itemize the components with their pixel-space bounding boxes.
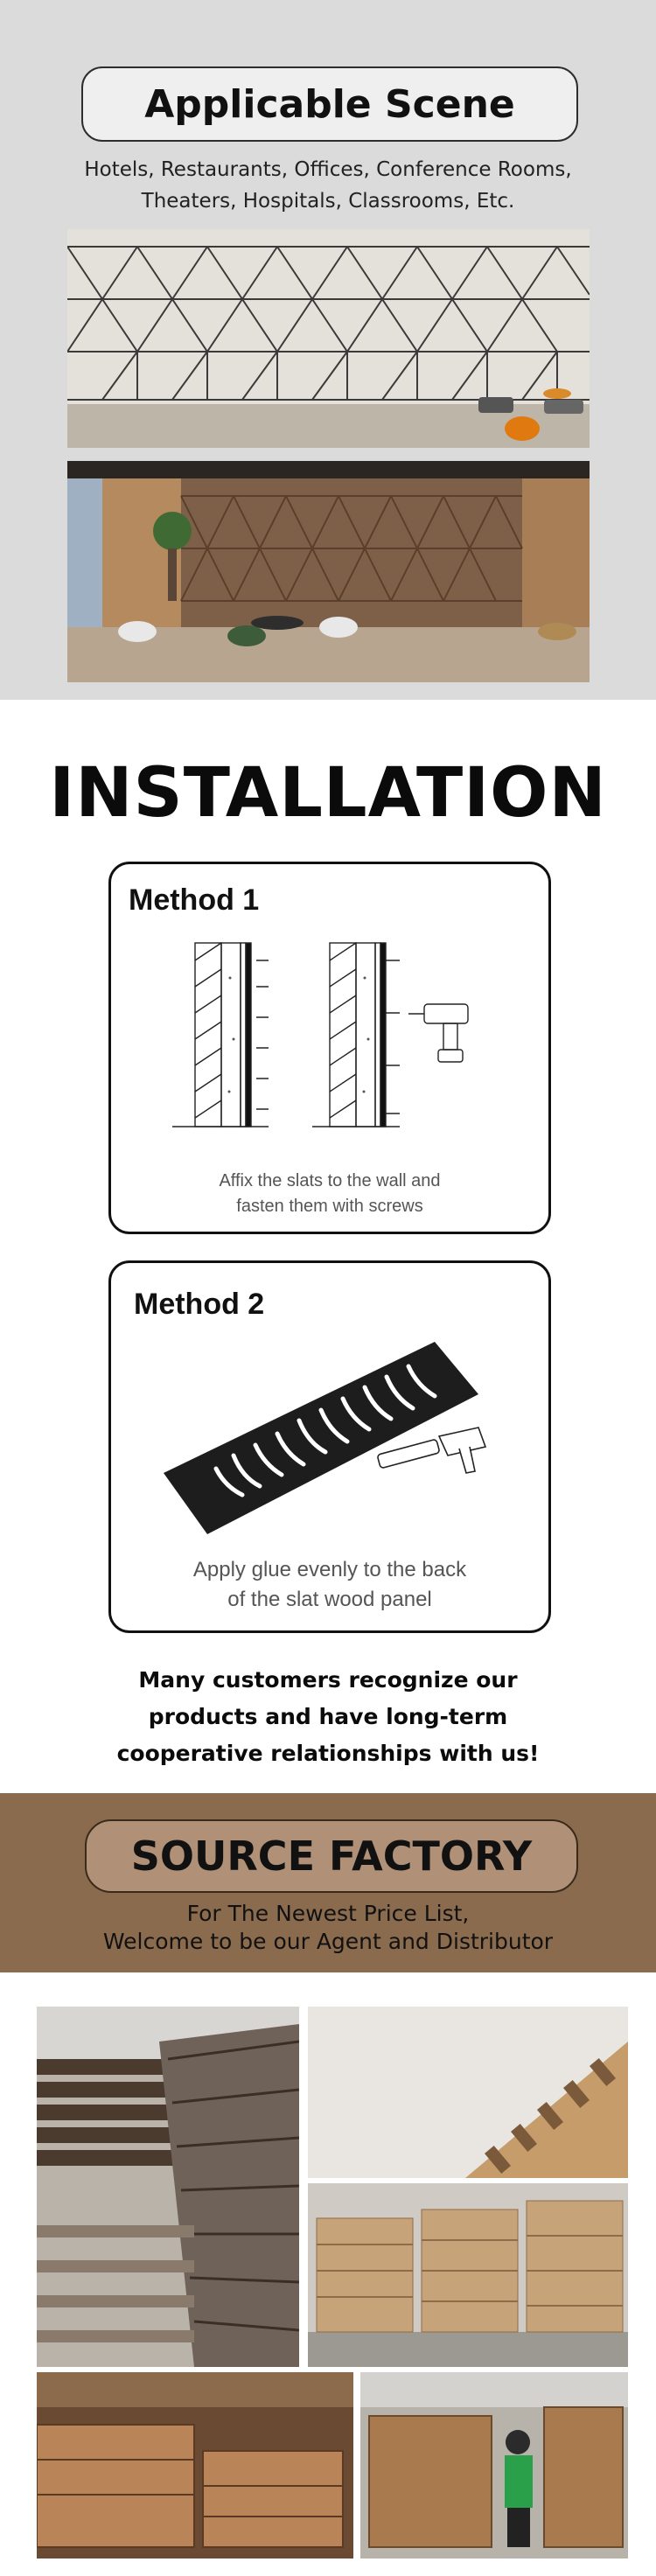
method-1-illustration: [146, 934, 513, 1140]
installation-title: INSTALLATION: [49, 754, 607, 833]
method-1-caption-line-1: Affix the slats to the wall and: [219, 1171, 441, 1190]
method-1-caption: [129, 1169, 531, 1219]
scene-description-line-2: Theaters, Hospitals, Classrooms, Etc.: [141, 190, 515, 213]
source-factory-banner: [0, 1793, 656, 1972]
method-1-caption-line-2: fasten them with screws: [236, 1197, 423, 1216]
method-2-caption-line-2: of the slat wood panel: [227, 1588, 432, 1611]
factory-subtitle-line-1: For The Newest Price List,: [186, 1901, 470, 1926]
scene-description-line-1: Hotels, Restaurants, Offices, Conference Rooms,: [84, 158, 572, 181]
method-2-card: [108, 1260, 551, 1633]
applicable-scene-title: Applicable Scene: [81, 66, 578, 142]
factory-photo-loading: [37, 2372, 353, 2559]
factory-photo-felt-closeup: [308, 2007, 628, 2178]
source-factory-subtitle: [52, 1900, 604, 1956]
factory-photo-container-loading: [360, 2372, 628, 2559]
method-2-caption: [129, 1555, 531, 1615]
applicable-scene-description: [35, 154, 621, 217]
factory-photo-warehouse-pallets: [308, 2183, 628, 2367]
applicable-scene-section: [0, 0, 656, 700]
customers-line-1: Many customers recognize our: [138, 1667, 518, 1693]
scene-photo-cafe: [67, 461, 590, 682]
customers-line-3: cooperative relationships with us!: [116, 1741, 540, 1766]
method-1-card: [108, 862, 551, 1234]
method-2-illustration: [146, 1324, 513, 1534]
source-factory-title: SOURCE FACTORY: [85, 1819, 578, 1893]
method-2-label: Method 2: [134, 1288, 265, 1321]
factory-subtitle-line-2: Welcome to be our Agent and Distributor: [102, 1929, 554, 1954]
customers-statement: [87, 1662, 569, 1772]
scene-photo-lounge: [67, 229, 590, 448]
method-2-caption-line-1: Apply glue evenly to the back: [192, 1558, 467, 1581]
customers-line-2: products and have long-term: [148, 1704, 508, 1729]
factory-photo-panel-stacks: [37, 2007, 299, 2367]
method-1-label: Method 1: [129, 883, 260, 917]
